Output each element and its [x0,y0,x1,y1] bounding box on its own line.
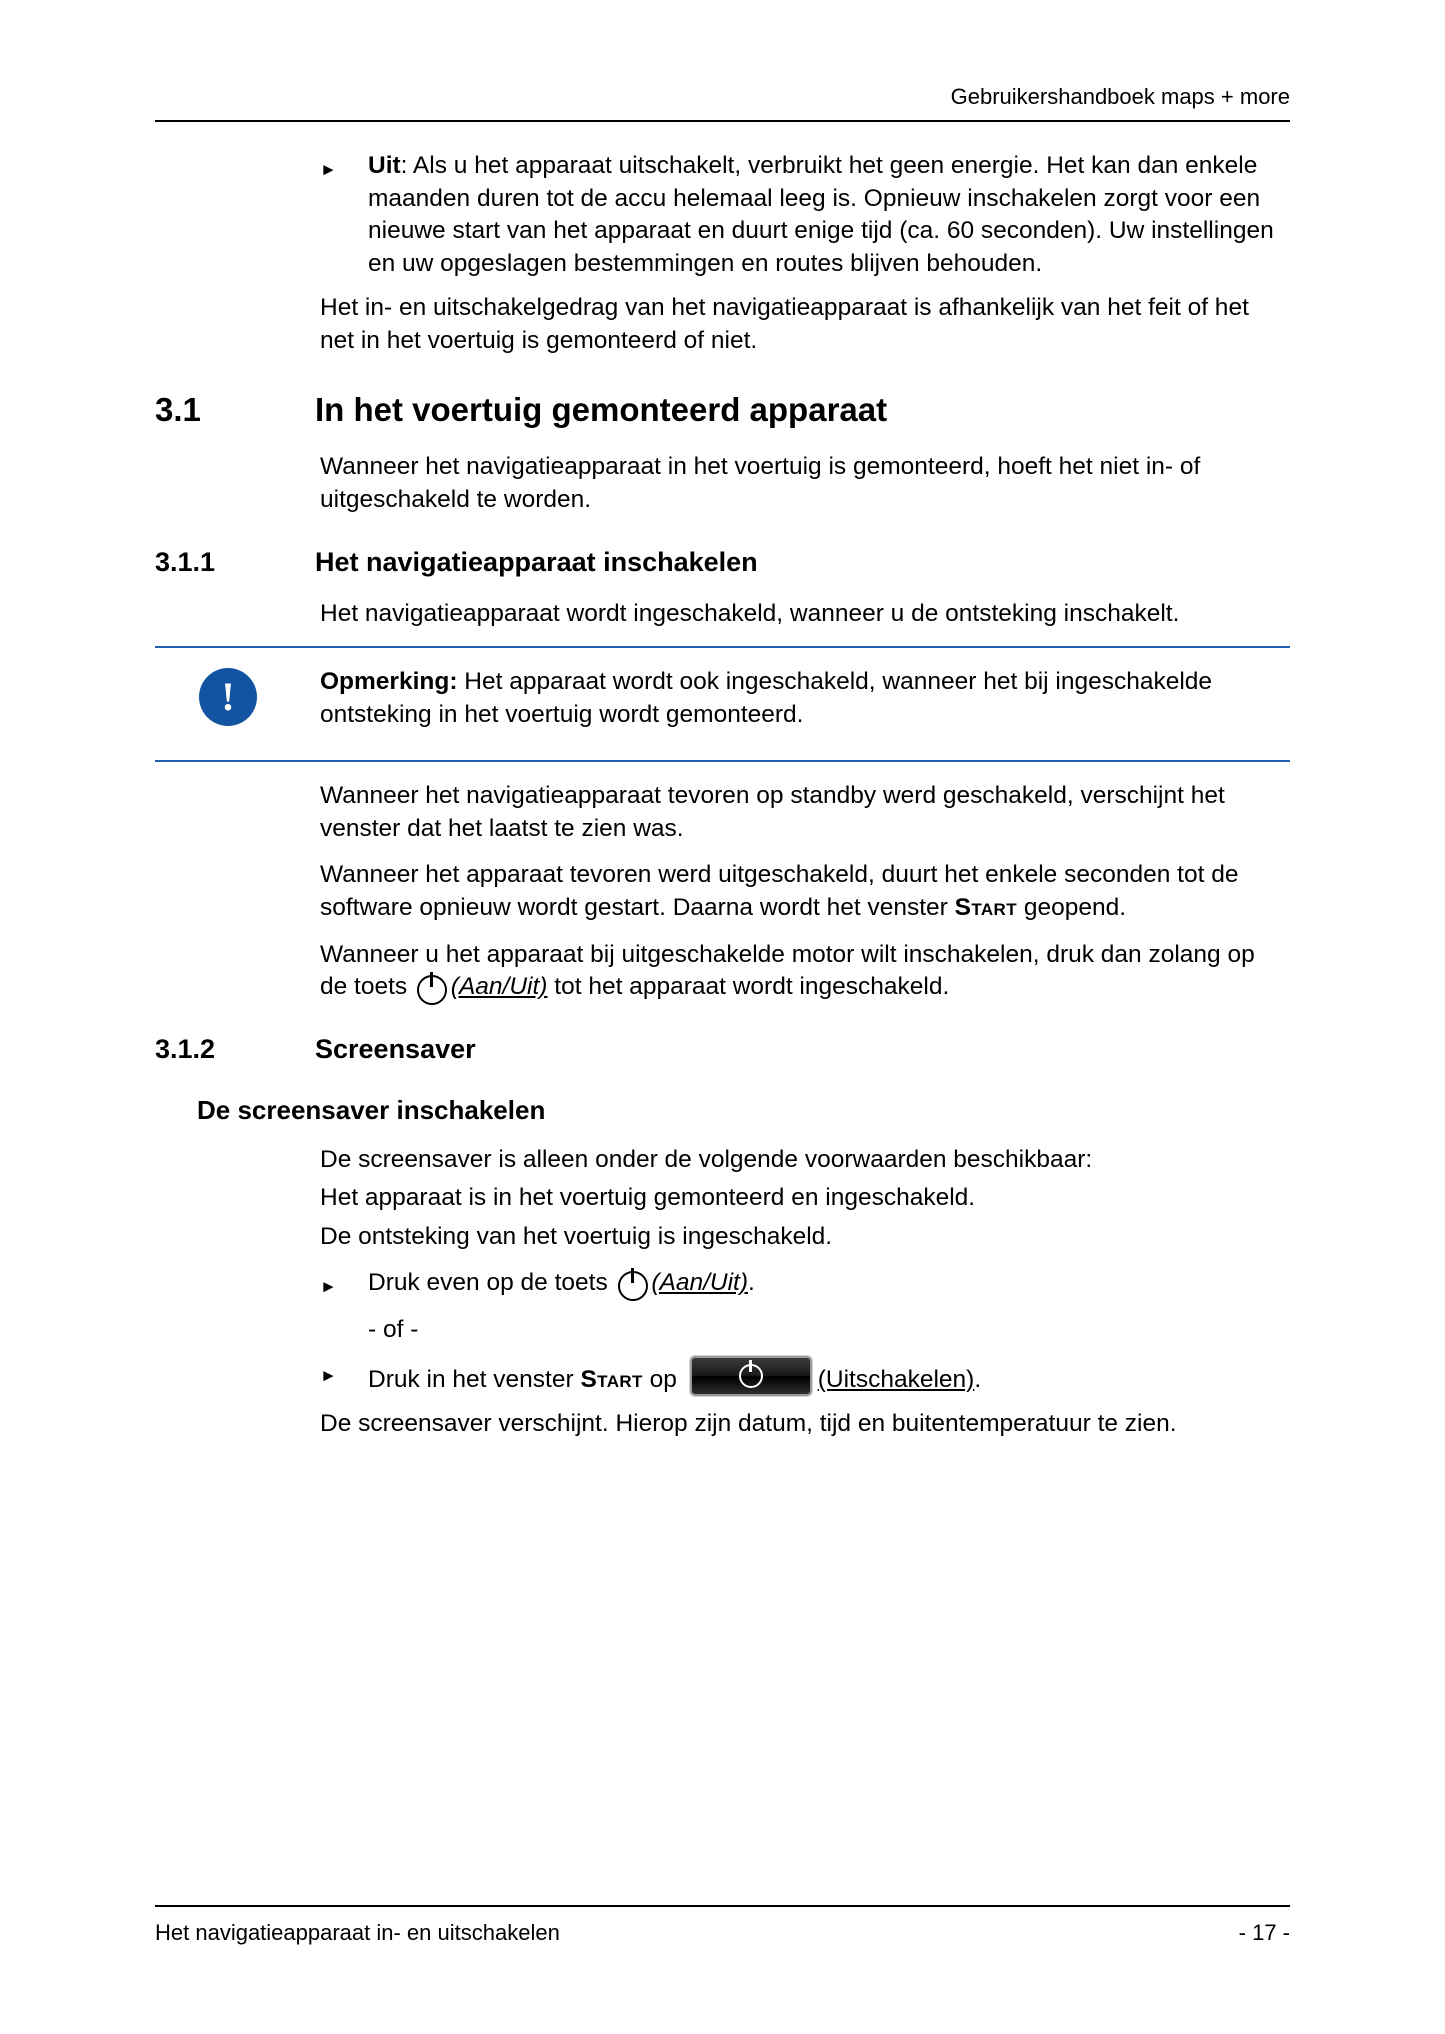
press-start-part1: Druk in het venster [368,1365,581,1393]
bullet-marker-icon: ► [320,1277,337,1297]
uitschakelen-label: (Uitschakelen) [817,1365,975,1393]
page-number: - 17 - [1238,1920,1290,1945]
footer-divider [155,1905,1290,1907]
paragraph-restart-part2: geopend. [1017,893,1127,921]
note-text [320,666,1285,731]
start-window-label: Start [580,1365,643,1393]
paragraph-engine-off-part2: tot het apparaat wordt ingeschakeld. [547,973,950,1001]
heading-3-1-2-title: Screensaver [315,1033,476,1064]
bullet-marker-icon: ► [320,1365,337,1385]
power-icon [414,975,444,1003]
list-item-body: : Als u het apparaat uitschakelt, verbruikt het geen energie. Het kan dan enkele maanden duren tot de accu helemaal leeg is. Opnieuw inschakelen zorgt voor een nieuwe start van het apparaat en duurt enige tijd (ca. 60 seconden). Uw instellingen en uw opgeslagen bestemmingen en routes blijven behouden. [368,152,1274,277]
paragraph-engine-off-part1: Wanneer u het apparaat bij uitgeschakelde motor wilt inschakelen, druk dan zolang op de toets [320,940,1255,1001]
list-item-press-start-window [320,1356,1285,1397]
list-item-text [368,150,1285,280]
heading-3-1-1 [155,547,1290,578]
heading-3-1-number: 3.1 [155,391,201,429]
paragraph-engine-off [320,939,1285,1004]
power-button-icon[interactable] [690,1356,812,1396]
press-briefly-part2: . [748,1269,755,1297]
heading-screensaver-enable: De screensaver inschakelen [197,1094,546,1125]
note-box [155,646,1290,762]
page-header: Gebruikershandboek maps + more [950,84,1290,109]
paragraph-restart [320,859,1285,924]
exclamation-icon: ! [199,668,257,726]
list-item-label: Uit [368,152,401,179]
aan-uit-label: (Aan/Uit) [450,973,548,1001]
page-content [155,150,1290,1455]
footer-left-text: Het navigatieapparaat in- en uitschakelen [155,1920,560,1945]
heading-3-1-2 [155,1034,1290,1065]
list-item-text [368,1267,1285,1303]
press-start-part4: . [974,1365,982,1393]
paragraph-ignition: Het navigatieapparaat wordt ingeschakeld, wanneer u de ontsteking inschakelt. [320,599,1180,627]
paragraph-standby: Wanneer het navigatieapparaat tevoren op standby werd geschakeld, verschijnt het venster dat het laatst te zien was. [320,782,1225,842]
heading-3-1-1-number: 3.1.1 [155,546,216,577]
heading-3-1-2-number: 3.1.2 [155,1033,216,1064]
heading-3-1 [155,391,1290,429]
aan-uit-label: (Aan/Uit) [651,1269,748,1297]
paragraph-screensaver-appears: De screensaver verschijnt. Hierop zijn datum, tijd en buitentemperatuur te zien. [320,1410,1177,1438]
bullet-marker-icon: ► [320,160,337,179]
list-item-text [368,1356,1285,1397]
paragraph-switch-behaviour: Het in- en uitschakelgedrag van het navigatieapparaat is afhankelijk van het feit of het net in het voertuig is gemonteerd of niet. [320,294,1249,354]
heading-3-1-title: In het voertuig gemonteerd apparaat [315,391,888,429]
paragraph-mounted: Wanneer het navigatieapparaat in het voertuig is gemonteerd, hoeft het niet in- of uitgeschakeld te worden. [320,453,1201,514]
paragraph-condition-2: De ontsteking van het voertuig is ingeschakeld. [320,1222,833,1250]
paragraph-restart-part1: Wanneer het apparaat tevoren werd uitgeschakeld, duurt het enkele seconden tot de software opnieuw wordt gestart. Daarna wordt het venster [320,861,1239,921]
heading-3-1-1-title: Het navigatieapparaat inschakelen [315,546,758,577]
note-body: Het apparaat wordt ook ingeschakeld, wanneer het bij ingeschakelde ontsteking in het voertuig wordt gemonteerd. [320,668,1213,728]
header-divider [155,120,1290,122]
list-item-press-briefly [320,1267,1285,1303]
press-briefly-part1: Druk even op de toets [368,1269,615,1297]
start-window-label: Start [954,893,1018,921]
paragraph-conditions: De screensaver is alleen onder de volgende voorwaarden beschikbaar: [320,1145,1093,1173]
power-icon [615,1271,645,1299]
press-start-part2: op [642,1365,684,1393]
alternative-separator: - of - [368,1315,419,1343]
paragraph-condition-1: Het apparaat is in het voertuig gemonteerd en ingeschakeld. [320,1184,976,1212]
note-label: Opmerking: [320,668,458,696]
list-item [320,150,1285,280]
page-footer [155,1920,1290,1946]
